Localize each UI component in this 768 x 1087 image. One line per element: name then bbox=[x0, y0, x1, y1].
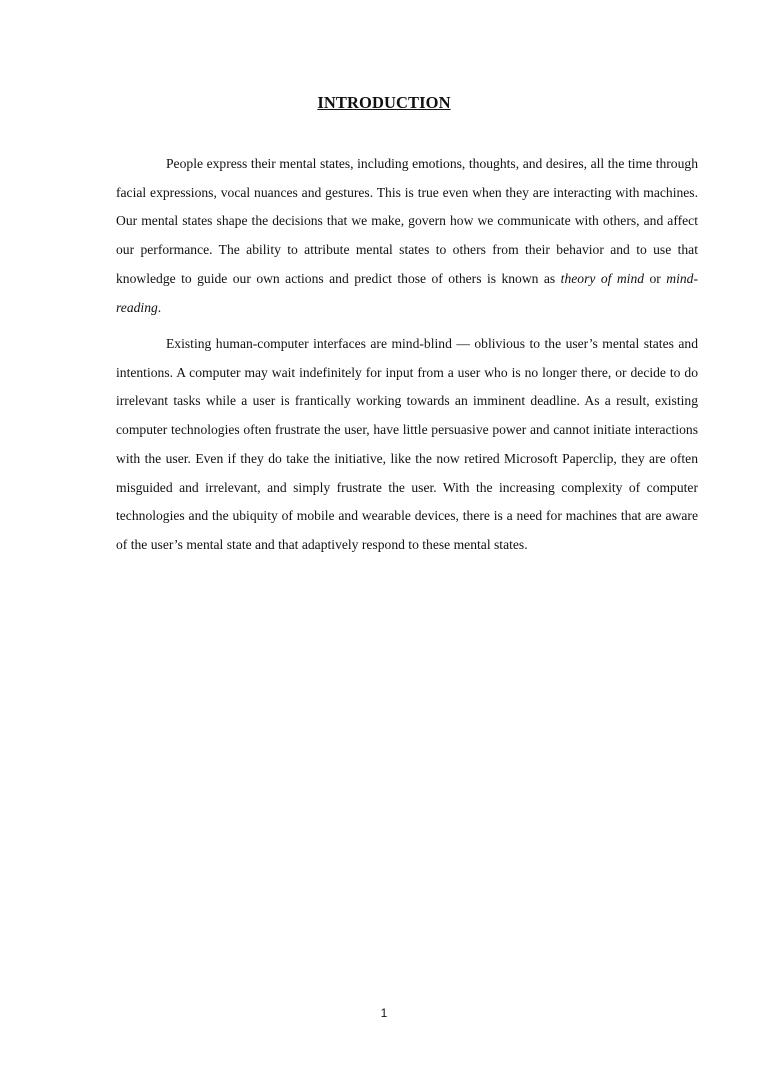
page-number: 1 bbox=[380, 1006, 388, 1020]
paragraph-intro-text: People express their mental states, including emotions, thoughts, and desires, all the time through facial expressions, vocal nuances and gestures. This is true even when they are interacting with machines. Our mental states shape the decisions that we make, govern how we communicate with others, and affect our performance. The ability to attribute mental states to others from their behavior and to use that knowledge to guide our own actions and predict those of others is known as bbox=[116, 156, 698, 286]
paragraph-intro bbox=[116, 150, 698, 322]
paragraph-intro-end: . bbox=[157, 299, 162, 315]
term-theory-of-mind: theory of mind bbox=[560, 270, 645, 286]
term-mind-reading: mind-reading bbox=[116, 270, 698, 315]
paragraph-mind-blind: Existing human-computer interfaces are mind-blind — oblivious to the user’s mental states and intentions. A computer may wait indefinitely for input from a user who is no longer there, or decide to do irrelevant tasks while a user is frantically working towards an imminent deadline. As a result, existing computer technologies often frustrate the user, have little persuasive power and cannot initiate interactions with the user. Even if they do take the initiative, like the now retired Microsoft Paperclip, they are often misguided and irrelevant, and simply frustrate the user. With the increasing complexity of computer technologies and the ubiquity of mobile and wearable devices, there is a need for machines that are aware of the user’s mental state and that adaptively respond to these mental states. bbox=[116, 336, 698, 552]
paragraph-intro-connector: or bbox=[644, 270, 667, 286]
section-title: INTRODUCTION bbox=[317, 93, 451, 112]
